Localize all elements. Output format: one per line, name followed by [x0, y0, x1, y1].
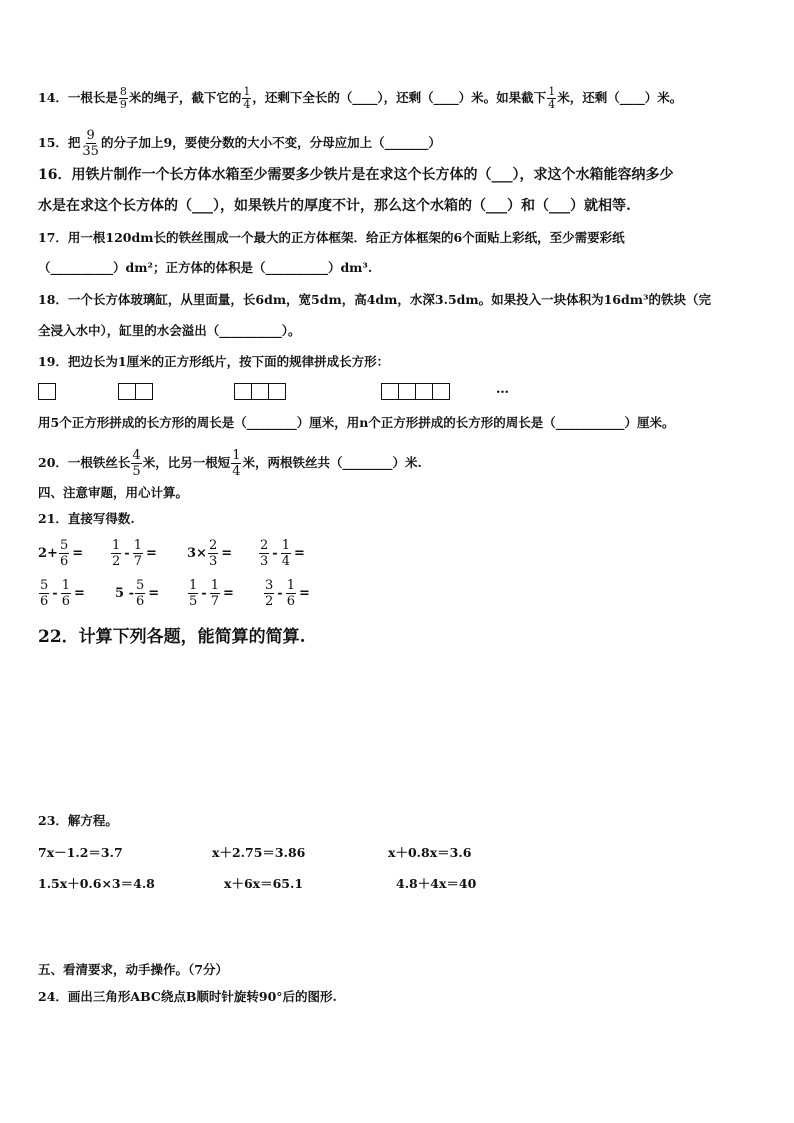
- expr-text: 2+: [38, 546, 58, 561]
- q14-text-c: ，还剩下全长的（____），还剩（____）米。如果截下: [252, 90, 547, 105]
- q20-text-c: 米，两根铁丝共（________）米.: [242, 455, 422, 470]
- square: [135, 383, 153, 400]
- denominator: 4: [232, 464, 241, 479]
- denominator: 4: [243, 98, 251, 111]
- fraction: [81, 128, 100, 159]
- numerator: 9: [86, 128, 95, 143]
- question-18-line-1: 18．一个长方体玻璃缸，从里面量，长6dm，宽5dm，高4dm，水深3.5dm。如果投入一块体积为16dm³的铁块（完: [38, 292, 711, 307]
- q15-text-b: 的分子加上9，要使分数的大小不变，分母应加上（_______）: [100, 135, 441, 150]
- fraction: [61, 578, 71, 609]
- expr-text: 5 -: [115, 586, 134, 601]
- numerator: 1: [112, 538, 121, 553]
- question-17-line-1: 17．用一根120dm长的铁丝围成一个最大的正方体框架．给正方体框架的6个面贴上彩纸，至少需要彩纸: [38, 230, 625, 245]
- numerator: 5: [59, 538, 69, 553]
- denominator: 6: [61, 594, 70, 609]
- numerator: 1: [281, 538, 290, 553]
- square: [432, 383, 450, 400]
- numerator: 1: [232, 448, 241, 463]
- square: [38, 383, 56, 400]
- square-pattern-2: [118, 383, 152, 400]
- fraction: [281, 538, 291, 569]
- q14-text-b: 米的绳子，截下它的: [128, 90, 242, 105]
- question-21-title: 21．直接写得数.: [38, 511, 135, 526]
- numerator: 1: [243, 85, 251, 98]
- denominator: 3: [260, 554, 269, 569]
- operator: -: [272, 546, 278, 561]
- operator: -: [277, 586, 283, 601]
- square-pattern-4: [381, 383, 449, 400]
- square-pattern-3: [234, 383, 285, 400]
- denominator: 7: [210, 594, 219, 609]
- numerator: 4: [132, 448, 141, 463]
- numerator: 3: [265, 578, 274, 593]
- q20-text-b: 米，比另一根短: [142, 455, 231, 470]
- equals-sign: =: [298, 586, 310, 601]
- denominator: 6: [59, 554, 69, 569]
- denominator: 2: [265, 594, 274, 609]
- q14-text-d: 米，还剩（____）米。: [557, 90, 683, 105]
- question-19-line-1: 19．把边长为1厘米的正方形纸片，按下面的规律拼成长方形：: [38, 354, 390, 369]
- q21-expr-8: [263, 578, 312, 609]
- fraction: [59, 538, 69, 569]
- numerator: 5: [135, 578, 145, 593]
- fraction: [131, 448, 141, 479]
- square: [251, 383, 269, 400]
- q21-expr-4: [258, 538, 307, 569]
- section-4-heading: 四、注意审题，用心计算。: [38, 485, 189, 500]
- question-23-title: 23．解方程。: [38, 813, 118, 828]
- equals-sign: =: [293, 546, 305, 561]
- denominator: 7: [133, 554, 142, 569]
- fraction: [135, 578, 145, 609]
- fraction: [264, 578, 274, 609]
- fraction: [133, 538, 143, 569]
- equation: x＋2.75＝3.86: [212, 845, 306, 860]
- equation: x＋6x＝65.1: [224, 876, 304, 891]
- q14-text-a: 14．一根长是: [38, 90, 118, 105]
- equals-sign: =: [221, 546, 233, 561]
- numerator: 1: [210, 578, 219, 593]
- question-22-title: 22．计算下列各题，能简算的简算.: [38, 627, 306, 647]
- fraction: [231, 448, 241, 479]
- question-14: [38, 86, 682, 111]
- denominator: 3: [208, 554, 218, 569]
- ellipsis: …: [496, 382, 509, 397]
- q20-text-a: 20．一根铁丝长: [38, 455, 131, 470]
- numerator: 1: [286, 578, 295, 593]
- denominator: 5: [132, 464, 141, 479]
- numerator: 1: [61, 578, 70, 593]
- fraction: [286, 578, 296, 609]
- q15-text-a: 15．把: [38, 135, 81, 150]
- equals-sign: =: [72, 546, 84, 561]
- denominator: 6: [40, 594, 49, 609]
- denominator: 4: [548, 98, 556, 111]
- numerator: 5: [40, 578, 49, 593]
- denominator: 6: [135, 594, 145, 609]
- equals-sign: =: [222, 586, 234, 601]
- fraction: [119, 86, 128, 111]
- question-15: [38, 128, 441, 159]
- square: [398, 383, 416, 400]
- square: [268, 383, 286, 400]
- question-20: [38, 448, 422, 479]
- q21-expr-1: [38, 538, 85, 569]
- question-16-line-2: 水是在求这个长方体的（___），如果铁片的厚度不计，那么这个水箱的（___）和（___）就相等.: [38, 198, 631, 214]
- square: [118, 383, 136, 400]
- numerator: 1: [133, 538, 142, 553]
- square: [234, 383, 252, 400]
- q21-expr-7: [187, 578, 236, 609]
- operator: -: [124, 546, 130, 561]
- equation: 1.5x＋0.6×3＝4.8: [38, 876, 155, 891]
- fraction: [39, 578, 49, 609]
- equals-sign: =: [73, 586, 85, 601]
- fraction: [208, 538, 218, 569]
- equals-sign: =: [145, 546, 157, 561]
- numerator: 1: [548, 85, 556, 98]
- equals-sign: =: [148, 586, 160, 601]
- section-5-heading: 五、看清要求，动手操作。（7分）: [38, 962, 228, 977]
- fraction: [259, 538, 269, 569]
- numerator: 8: [119, 85, 127, 98]
- operator: -: [52, 586, 58, 601]
- question-17-line-2: （__________）dm²；正方体的体积是（__________）dm³.: [38, 260, 373, 275]
- fraction: [547, 86, 556, 111]
- operator: -: [201, 586, 207, 601]
- denominator: 5: [189, 594, 198, 609]
- equation: 7x－1.2＝3.7: [38, 845, 123, 860]
- equation: x＋0.8x＝3.6: [388, 845, 472, 860]
- numerator: 2: [208, 538, 218, 553]
- fraction: [210, 578, 220, 609]
- denominator: 6: [286, 594, 295, 609]
- question-24: 24．画出三角形ABC绕点B顺时针旋转90°后的图形.: [38, 989, 337, 1004]
- q21-expr-6: [115, 578, 161, 609]
- equation: 4.8＋4x＝40: [396, 876, 477, 891]
- fraction: [188, 578, 198, 609]
- question-18-line-2: 全浸入水中），缸里的水会溢出（__________）。: [38, 323, 301, 338]
- q21-expr-5: [38, 578, 87, 609]
- square: [381, 383, 399, 400]
- expr-text: 3×: [187, 546, 207, 561]
- question-16-line-1: 16．用铁片制作一个长方体水箱至少需要多少铁片是在求这个长方体的（___），求这个水箱能容纳多少: [38, 167, 674, 183]
- square-pattern-1: [38, 383, 55, 400]
- denominator: 9: [119, 98, 127, 111]
- denominator: 4: [281, 554, 290, 569]
- fraction: [242, 86, 251, 111]
- fraction: [111, 538, 121, 569]
- denominator: 35: [82, 144, 99, 159]
- numerator: 2: [260, 538, 269, 553]
- square: [415, 383, 433, 400]
- numerator: 1: [189, 578, 198, 593]
- denominator: 2: [112, 554, 121, 569]
- q21-expr-2: [110, 538, 159, 569]
- question-19-line-2: 用5个正方形拼成的长方形的周长是（________）厘米，用n个正方形拼成的长方形的周长是（___________）厘米。: [38, 415, 675, 430]
- q21-expr-3: [187, 538, 234, 569]
